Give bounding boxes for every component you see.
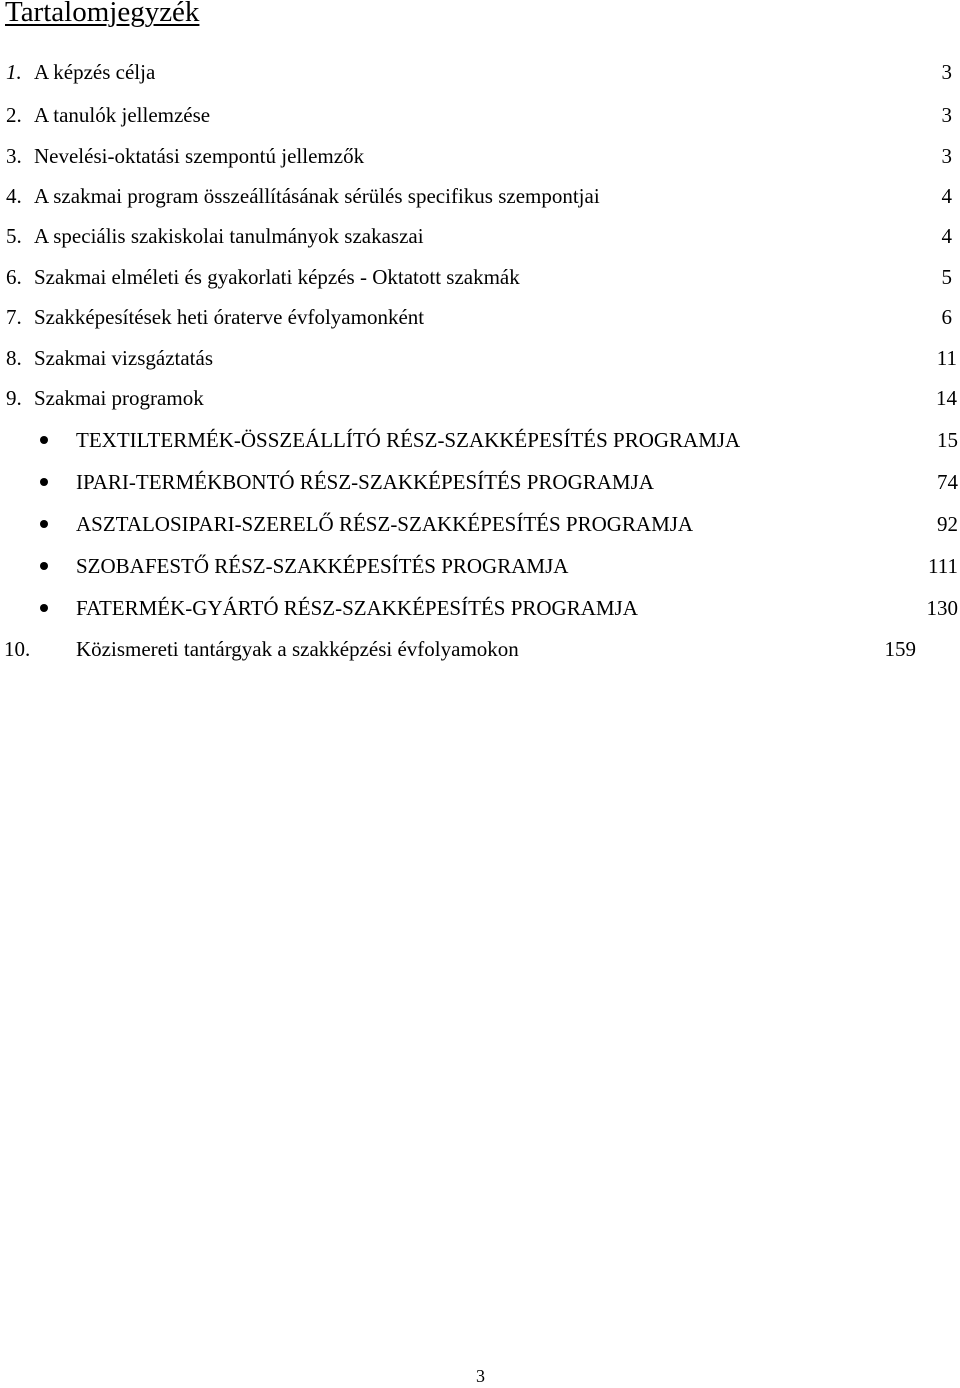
toc-entry-label: A szakmai program összeállításának sérülés specifikus szempontjai	[34, 184, 600, 208]
toc-entry-number: 3.	[6, 144, 22, 168]
toc-sub-entry-page: 111	[928, 554, 958, 578]
toc-entry-label: Szakképesítések heti óraterve évfolyamonként	[34, 305, 425, 329]
toc-entry-page: 6	[941, 305, 952, 329]
toc-sub-entry-label: SZOBAFESTŐ RÉSZ-SZAKKÉPESÍTÉS PROGRAMJA	[76, 554, 569, 578]
toc-entry-page: 3	[941, 103, 952, 127]
toc-entry-number: 1.	[6, 60, 22, 84]
toc-entry-number: 7.	[6, 305, 22, 329]
toc-entry[interactable]	[0, 100, 952, 130]
toc-entry-label: Szakmai elméleti és gyakorlati képzés - Oktatott szakmák	[34, 265, 520, 289]
toc-entry-number: 9.	[6, 386, 22, 410]
toc-sub-entry-label: FATERMÉK-GYÁRTÓ RÉSZ-SZAKKÉPESÍTÉS PROGRAMJA	[76, 596, 638, 620]
toc-sub-entry-page: 74	[937, 470, 958, 494]
page-number: 3	[476, 1366, 485, 1386]
toc-sub-entry-label: ASZTALOSIPARI-SZERELŐ RÉSZ-SZAKKÉPESÍTÉS PROGRAMJA	[76, 512, 694, 536]
toc-entry-label: Szakmai programok	[34, 386, 204, 410]
toc-entry[interactable]	[0, 181, 952, 211]
bullet-icon	[40, 562, 48, 570]
toc-entry-number: 5.	[6, 224, 22, 248]
toc-entry-label: A képzés célja	[34, 60, 156, 84]
toc-sub-entry[interactable]	[0, 551, 958, 581]
toc-entry-label: A tanulók jellemzése	[34, 103, 211, 127]
toc-entry-page: 3	[941, 60, 952, 84]
toc-entry-page: 14	[936, 386, 957, 410]
bullet-icon	[40, 604, 48, 612]
toc-entry-page: 11	[936, 346, 957, 370]
toc-entry-number: 10.	[4, 637, 31, 661]
toc-entry[interactable]	[0, 141, 952, 171]
bullet-icon	[40, 520, 48, 528]
toc-sub-entry[interactable]	[0, 425, 958, 455]
toc-entry-page: 4	[941, 184, 952, 208]
toc-entry[interactable]	[0, 262, 952, 292]
toc-sub-entry-page: 15	[937, 428, 958, 452]
toc-entry-number: 8.	[6, 346, 22, 370]
toc-entry-page: 159	[884, 637, 916, 661]
toc-sub-entry-page: 92	[937, 512, 958, 536]
toc-entry-label: Nevelési-oktatási szempontú jellemzők	[34, 144, 365, 168]
toc-sub-entry[interactable]	[0, 509, 958, 539]
toc-sub-entry[interactable]	[0, 467, 958, 497]
toc-entry-label: Szakmai vizsgáztatás	[34, 346, 214, 370]
toc-entry-number: 6.	[6, 265, 22, 289]
toc-entry-page: 3	[941, 144, 952, 168]
toc-sub-entry-page: 130	[926, 596, 958, 620]
toc-sub-entry[interactable]	[0, 593, 958, 623]
toc-entry-label: A speciális szakiskolai tanulmányok szakaszai	[34, 224, 424, 248]
toc-entry[interactable]	[0, 302, 952, 332]
toc-entry-page: 5	[941, 265, 952, 289]
bullet-icon	[40, 478, 48, 486]
toc-entry[interactable]	[0, 343, 957, 373]
toc-sub-entry-label: IPARI-TERMÉKBONTÓ RÉSZ-SZAKKÉPESÍTÉS PROGRAMJA	[76, 470, 654, 494]
toc-entry-number: 2.	[6, 103, 22, 127]
toc-entry[interactable]	[0, 221, 952, 251]
toc-entry-page: 4	[941, 224, 952, 248]
toc-entry[interactable]	[0, 57, 952, 87]
bullet-icon	[40, 436, 48, 444]
toc-entry[interactable]	[0, 383, 957, 413]
toc-entry-number: 4.	[6, 184, 22, 208]
toc-entry-label: Közismereti tantárgyak a szakképzési évfolyamokon	[76, 637, 519, 661]
page-title: Tartalomjegyzék	[5, 0, 200, 28]
toc-sub-entry-label: TEXTILTERMÉK-ÖSSZEÁLLÍTÓ RÉSZ-SZAKKÉPESÍTÉS PROGRAMJA	[76, 428, 741, 452]
toc-entry[interactable]	[0, 634, 916, 664]
